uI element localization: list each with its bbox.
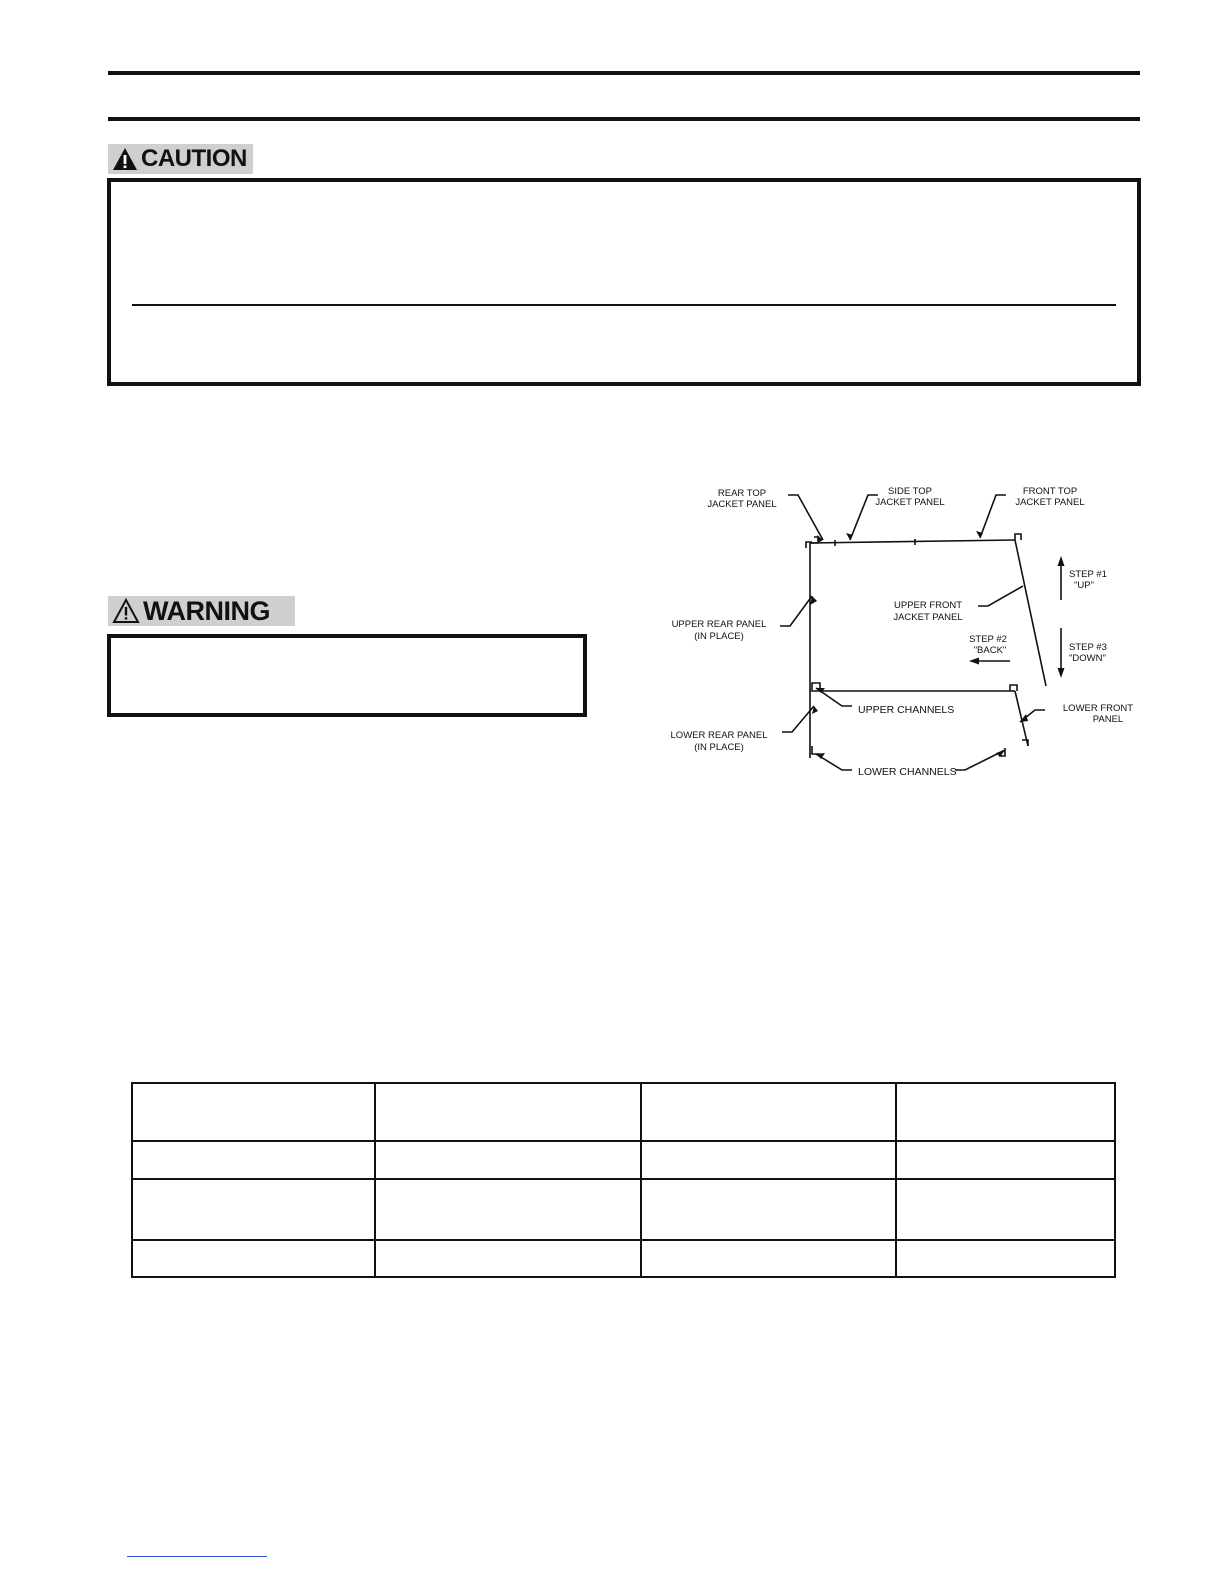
label-step-2-1: STEP #2 [969, 634, 1007, 645]
table-row [132, 1179, 1115, 1240]
table-cell [375, 1083, 641, 1141]
label-rear-top-1: REAR TOP [717, 488, 767, 499]
label-upper-rear-2: (IN PLACE) [694, 631, 744, 642]
label-step-3-2: "DOWN" [1069, 653, 1106, 664]
jacket-panel-diagram [660, 478, 1150, 798]
table-cell [641, 1083, 896, 1141]
warning-box [107, 634, 587, 717]
table-cell [896, 1083, 1115, 1141]
caution-badge [108, 144, 253, 174]
label-step-3-1: STEP #3 [1069, 642, 1107, 653]
table-cell [132, 1179, 375, 1240]
caution-divider [132, 304, 1116, 306]
caution-box [107, 178, 1141, 386]
label-front-top-2: JACKET PANEL [1015, 497, 1085, 508]
label-lower-rear-1: LOWER REAR PANEL [670, 730, 768, 741]
table-cell [375, 1141, 641, 1179]
table-cell [896, 1240, 1115, 1277]
label-upper-front-1: UPPER FRONT [893, 600, 963, 611]
warning-outline-triangle-icon [112, 598, 140, 624]
table-cell [132, 1083, 375, 1141]
table-cell [641, 1141, 896, 1179]
caution-label: CAUTION [141, 145, 247, 172]
table-header-row [132, 1083, 1115, 1141]
warning-badge [108, 596, 295, 626]
label-lower-channels: LOWER CHANNELS [858, 766, 957, 778]
label-front-top-1: FRONT TOP [1022, 486, 1078, 497]
table-row [132, 1141, 1115, 1179]
footer-link-underline[interactable] [127, 1556, 267, 1557]
label-side-top-1: SIDE TOP [888, 486, 932, 497]
table-cell [641, 1240, 896, 1277]
label-lower-rear-2: (IN PLACE) [694, 742, 744, 753]
table-cell [132, 1141, 375, 1179]
header-rule-bottom [108, 117, 1140, 121]
label-upper-rear-1: UPPER REAR PANEL [671, 619, 767, 630]
spec-table [131, 1082, 1116, 1278]
warning-label: WARNING [143, 595, 270, 626]
warning-triangle-icon [112, 147, 138, 171]
label-upper-channels: UPPER CHANNELS [858, 704, 955, 716]
table-cell [896, 1141, 1115, 1179]
label-side-top-2: JACKET PANEL [875, 497, 945, 508]
table-cell [375, 1240, 641, 1277]
label-lower-front-1: LOWER FRONT [1062, 703, 1134, 714]
table-cell [132, 1240, 375, 1277]
label-step-2-2: "BACK" [973, 645, 1007, 656]
label-rear-top-2: JACKET PANEL [707, 499, 777, 510]
table-row [132, 1240, 1115, 1277]
table-cell [375, 1179, 641, 1240]
table-cell [896, 1179, 1115, 1240]
table-cell [641, 1179, 896, 1240]
label-step-1-2: "UP" [1074, 580, 1094, 591]
label-upper-front-2: JACKET PANEL [893, 612, 963, 623]
label-step-1-1: STEP #1 [1069, 569, 1107, 580]
header-rule-top [108, 71, 1140, 75]
label-lower-front-2: PANEL [1092, 714, 1124, 725]
